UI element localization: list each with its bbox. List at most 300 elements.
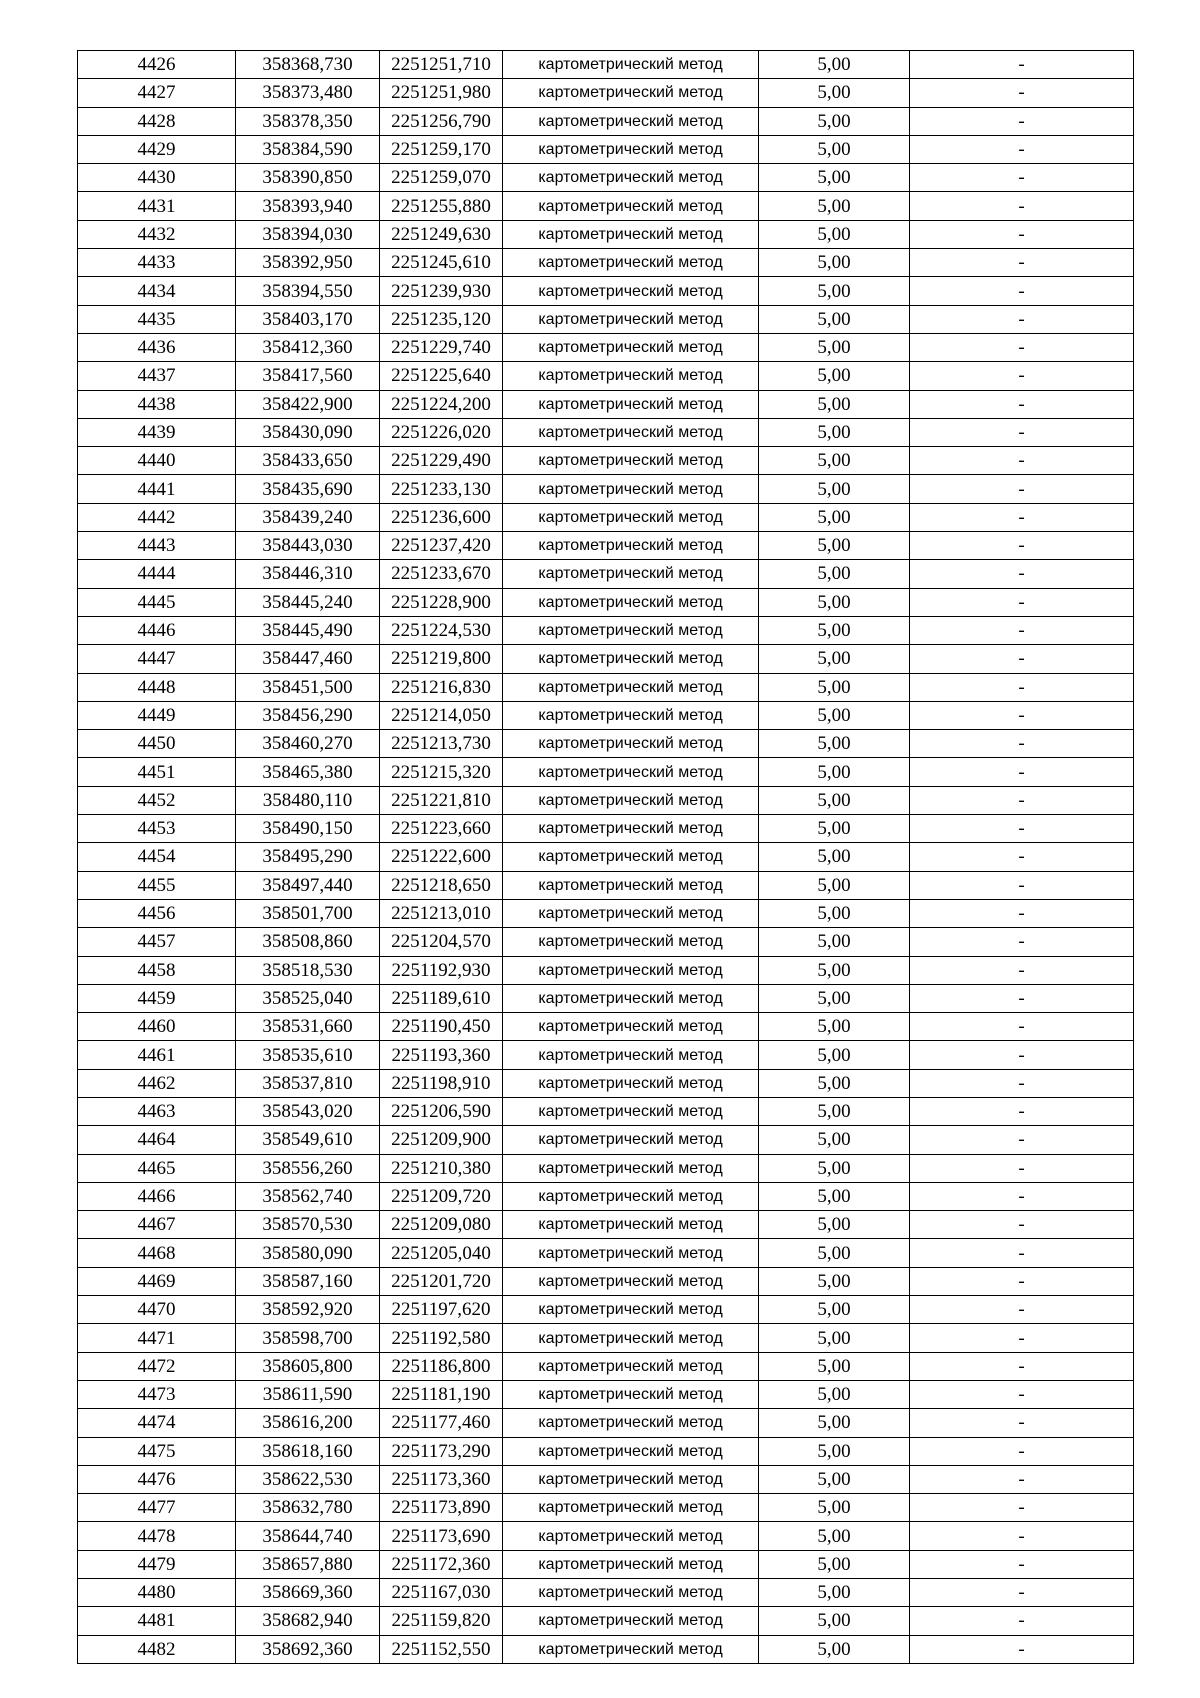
x-coordinate-cell: 358433,650 <box>236 447 380 475</box>
method-cell: картометрический метод <box>503 815 759 843</box>
point-number-cell: 4477 <box>78 1494 236 1522</box>
method-cell: картометрический метод <box>503 503 759 531</box>
accuracy-cell: 5,00 <box>759 1296 910 1324</box>
method-cell: картометрический метод <box>503 1069 759 1097</box>
table-row <box>78 1550 1134 1578</box>
x-coordinate-cell: 358611,590 <box>236 1380 380 1408</box>
table-row <box>78 1097 1134 1125</box>
table-row <box>78 220 1134 248</box>
note-cell: - <box>910 532 1134 560</box>
accuracy-cell: 5,00 <box>759 220 910 248</box>
x-coordinate-cell: 358605,800 <box>236 1352 380 1380</box>
table-row <box>78 701 1134 729</box>
method-cell: картометрический метод <box>503 1409 759 1437</box>
note-cell: - <box>910 1069 1134 1097</box>
table-row <box>78 871 1134 899</box>
y-coordinate-cell: 2251229,490 <box>380 447 503 475</box>
accuracy-cell: 5,00 <box>759 418 910 446</box>
x-coordinate-cell: 358392,950 <box>236 249 380 277</box>
table-row <box>78 786 1134 814</box>
method-cell: картометрический метод <box>503 1494 759 1522</box>
point-number-cell: 4476 <box>78 1465 236 1493</box>
point-number-cell: 4433 <box>78 249 236 277</box>
table-row <box>78 503 1134 531</box>
note-cell: - <box>910 1550 1134 1578</box>
method-cell: картометрический метод <box>503 249 759 277</box>
table-row <box>78 616 1134 644</box>
x-coordinate-cell: 358394,030 <box>236 220 380 248</box>
note-cell: - <box>910 645 1134 673</box>
table-row <box>78 1069 1134 1097</box>
point-number-cell: 4446 <box>78 616 236 644</box>
x-coordinate-cell: 358556,260 <box>236 1154 380 1182</box>
method-cell: картометрический метод <box>503 135 759 163</box>
point-number-cell: 4482 <box>78 1635 236 1663</box>
note-cell: - <box>910 701 1134 729</box>
y-coordinate-cell: 2251159,820 <box>380 1607 503 1635</box>
method-cell: картометрический метод <box>503 730 759 758</box>
point-number-cell: 4430 <box>78 164 236 192</box>
method-cell: картометрический метод <box>503 928 759 956</box>
table-row <box>78 362 1134 390</box>
method-cell: картометрический метод <box>503 1607 759 1635</box>
y-coordinate-cell: 2251177,460 <box>380 1409 503 1437</box>
point-number-cell: 4439 <box>78 418 236 446</box>
y-coordinate-cell: 2251204,570 <box>380 928 503 956</box>
accuracy-cell: 5,00 <box>759 1522 910 1550</box>
x-coordinate-cell: 358537,810 <box>236 1069 380 1097</box>
x-coordinate-cell: 358378,350 <box>236 107 380 135</box>
method-cell: картометрический метод <box>503 1182 759 1210</box>
accuracy-cell: 5,00 <box>759 305 910 333</box>
accuracy-cell: 5,00 <box>759 362 910 390</box>
note-cell: - <box>910 503 1134 531</box>
method-cell: картометрический метод <box>503 192 759 220</box>
note-cell: - <box>910 1409 1134 1437</box>
method-cell: картометрический метод <box>503 51 759 79</box>
method-cell: картометрический метод <box>503 701 759 729</box>
accuracy-cell: 5,00 <box>759 815 910 843</box>
y-coordinate-cell: 2251192,930 <box>380 956 503 984</box>
y-coordinate-cell: 2251255,880 <box>380 192 503 220</box>
accuracy-cell: 5,00 <box>759 1380 910 1408</box>
x-coordinate-cell: 358443,030 <box>236 532 380 560</box>
y-coordinate-cell: 2251233,130 <box>380 475 503 503</box>
accuracy-cell: 5,00 <box>759 899 910 927</box>
point-number-cell: 4462 <box>78 1069 236 1097</box>
note-cell: - <box>910 305 1134 333</box>
y-coordinate-cell: 2251189,610 <box>380 984 503 1012</box>
table-row <box>78 447 1134 475</box>
method-cell: картометрический метод <box>503 447 759 475</box>
point-number-cell: 4463 <box>78 1097 236 1125</box>
method-cell: картометрический метод <box>503 1267 759 1295</box>
accuracy-cell: 5,00 <box>759 277 910 305</box>
x-coordinate-cell: 358394,550 <box>236 277 380 305</box>
point-number-cell: 4450 <box>78 730 236 758</box>
x-coordinate-cell: 358501,700 <box>236 899 380 927</box>
x-coordinate-cell: 358393,940 <box>236 192 380 220</box>
x-coordinate-cell: 358632,780 <box>236 1494 380 1522</box>
note-cell: - <box>910 1437 1134 1465</box>
note-cell: - <box>910 1380 1134 1408</box>
method-cell: картометрический метод <box>503 277 759 305</box>
y-coordinate-cell: 2251215,320 <box>380 758 503 786</box>
x-coordinate-cell: 358682,940 <box>236 1607 380 1635</box>
x-coordinate-cell: 358390,850 <box>236 164 380 192</box>
note-cell: - <box>910 390 1134 418</box>
note-cell: - <box>910 815 1134 843</box>
table-row <box>78 305 1134 333</box>
note-cell: - <box>910 277 1134 305</box>
y-coordinate-cell: 2251167,030 <box>380 1579 503 1607</box>
method-cell: картометрический метод <box>503 220 759 248</box>
table-row <box>78 1041 1134 1069</box>
table-row <box>78 758 1134 786</box>
table-row <box>78 1211 1134 1239</box>
accuracy-cell: 5,00 <box>759 758 910 786</box>
table-row <box>78 928 1134 956</box>
y-coordinate-cell: 2251173,690 <box>380 1522 503 1550</box>
y-coordinate-cell: 2251173,360 <box>380 1465 503 1493</box>
y-coordinate-cell: 2251251,710 <box>380 51 503 79</box>
x-coordinate-cell: 358465,380 <box>236 758 380 786</box>
note-cell: - <box>910 135 1134 163</box>
note-cell: - <box>910 1352 1134 1380</box>
accuracy-cell: 5,00 <box>759 928 910 956</box>
point-number-cell: 4470 <box>78 1296 236 1324</box>
x-coordinate-cell: 358598,700 <box>236 1324 380 1352</box>
x-coordinate-cell: 358508,860 <box>236 928 380 956</box>
x-coordinate-cell: 358435,690 <box>236 475 380 503</box>
note-cell: - <box>910 1239 1134 1267</box>
x-coordinate-cell: 358445,490 <box>236 616 380 644</box>
method-cell: картометрический метод <box>503 758 759 786</box>
point-number-cell: 4474 <box>78 1409 236 1437</box>
method-cell: картометрический метод <box>503 390 759 418</box>
y-coordinate-cell: 2251193,360 <box>380 1041 503 1069</box>
point-number-cell: 4471 <box>78 1324 236 1352</box>
x-coordinate-cell: 358543,020 <box>236 1097 380 1125</box>
note-cell: - <box>910 1097 1134 1125</box>
y-coordinate-cell: 2251219,800 <box>380 645 503 673</box>
x-coordinate-cell: 358451,500 <box>236 673 380 701</box>
table-row <box>78 249 1134 277</box>
y-coordinate-cell: 2251256,790 <box>380 107 503 135</box>
table-row <box>78 899 1134 927</box>
y-coordinate-cell: 2251226,020 <box>380 418 503 446</box>
coordinates-table <box>77 50 1134 1664</box>
table-row <box>78 815 1134 843</box>
method-cell: картометрический метод <box>503 1013 759 1041</box>
method-cell: картометрический метод <box>503 1465 759 1493</box>
point-number-cell: 4431 <box>78 192 236 220</box>
point-number-cell: 4478 <box>78 1522 236 1550</box>
accuracy-cell: 5,00 <box>759 645 910 673</box>
note-cell: - <box>910 1635 1134 1663</box>
x-coordinate-cell: 358587,160 <box>236 1267 380 1295</box>
accuracy-cell: 5,00 <box>759 588 910 616</box>
note-cell: - <box>910 560 1134 588</box>
accuracy-cell: 5,00 <box>759 871 910 899</box>
y-coordinate-cell: 2251233,670 <box>380 560 503 588</box>
x-coordinate-cell: 358669,360 <box>236 1579 380 1607</box>
point-number-cell: 4479 <box>78 1550 236 1578</box>
table-row <box>78 1522 1134 1550</box>
x-coordinate-cell: 358490,150 <box>236 815 380 843</box>
accuracy-cell: 5,00 <box>759 107 910 135</box>
table-row <box>78 1352 1134 1380</box>
method-cell: картометрический метод <box>503 645 759 673</box>
note-cell: - <box>910 730 1134 758</box>
note-cell: - <box>910 1296 1134 1324</box>
method-cell: картометрический метод <box>503 164 759 192</box>
point-number-cell: 4428 <box>78 107 236 135</box>
note-cell: - <box>910 475 1134 503</box>
point-number-cell: 4459 <box>78 984 236 1012</box>
method-cell: картометрический метод <box>503 1635 759 1663</box>
x-coordinate-cell: 358657,880 <box>236 1550 380 1578</box>
accuracy-cell: 5,00 <box>759 1211 910 1239</box>
table-row <box>78 1409 1134 1437</box>
accuracy-cell: 5,00 <box>759 1324 910 1352</box>
x-coordinate-cell: 358592,920 <box>236 1296 380 1324</box>
y-coordinate-cell: 2251172,360 <box>380 1550 503 1578</box>
y-coordinate-cell: 2251152,550 <box>380 1635 503 1663</box>
x-coordinate-cell: 358497,440 <box>236 871 380 899</box>
y-coordinate-cell: 2251236,600 <box>380 503 503 531</box>
table-row <box>78 1494 1134 1522</box>
accuracy-cell: 5,00 <box>759 51 910 79</box>
method-cell: картометрический метод <box>503 1041 759 1069</box>
table-row <box>78 1013 1134 1041</box>
method-cell: картометрический метод <box>503 333 759 361</box>
point-number-cell: 4444 <box>78 560 236 588</box>
table-row <box>78 843 1134 871</box>
y-coordinate-cell: 2251223,660 <box>380 815 503 843</box>
note-cell: - <box>910 871 1134 899</box>
note-cell: - <box>910 899 1134 927</box>
y-coordinate-cell: 2251198,910 <box>380 1069 503 1097</box>
point-number-cell: 4456 <box>78 899 236 927</box>
accuracy-cell: 5,00 <box>759 560 910 588</box>
method-cell: картометрический метод <box>503 1352 759 1380</box>
note-cell: - <box>910 956 1134 984</box>
y-coordinate-cell: 2251229,740 <box>380 333 503 361</box>
note-cell: - <box>910 164 1134 192</box>
x-coordinate-cell: 358368,730 <box>236 51 380 79</box>
table-row <box>78 135 1134 163</box>
x-coordinate-cell: 358403,170 <box>236 305 380 333</box>
note-cell: - <box>910 333 1134 361</box>
table-row <box>78 588 1134 616</box>
note-cell: - <box>910 79 1134 107</box>
note-cell: - <box>910 1182 1134 1210</box>
note-cell: - <box>910 249 1134 277</box>
table-row <box>78 51 1134 79</box>
accuracy-cell: 5,00 <box>759 701 910 729</box>
note-cell: - <box>910 1267 1134 1295</box>
accuracy-cell: 5,00 <box>759 786 910 814</box>
note-cell: - <box>910 758 1134 786</box>
table-row <box>78 418 1134 446</box>
y-coordinate-cell: 2251222,600 <box>380 843 503 871</box>
method-cell: картометрический метод <box>503 79 759 107</box>
point-number-cell: 4472 <box>78 1352 236 1380</box>
accuracy-cell: 5,00 <box>759 1097 910 1125</box>
note-cell: - <box>910 673 1134 701</box>
accuracy-cell: 5,00 <box>759 1550 910 1578</box>
x-coordinate-cell: 358622,530 <box>236 1465 380 1493</box>
note-cell: - <box>910 928 1134 956</box>
method-cell: картометрический метод <box>503 1126 759 1154</box>
accuracy-cell: 5,00 <box>759 730 910 758</box>
method-cell: картометрический метод <box>503 843 759 871</box>
point-number-cell: 4481 <box>78 1607 236 1635</box>
point-number-cell: 4440 <box>78 447 236 475</box>
accuracy-cell: 5,00 <box>759 1579 910 1607</box>
x-coordinate-cell: 358446,310 <box>236 560 380 588</box>
table-row <box>78 107 1134 135</box>
note-cell: - <box>910 1324 1134 1352</box>
y-coordinate-cell: 2251218,650 <box>380 871 503 899</box>
point-number-cell: 4427 <box>78 79 236 107</box>
point-number-cell: 4480 <box>78 1579 236 1607</box>
x-coordinate-cell: 358373,480 <box>236 79 380 107</box>
point-number-cell: 4460 <box>78 1013 236 1041</box>
note-cell: - <box>910 1154 1134 1182</box>
note-cell: - <box>910 192 1134 220</box>
table-row <box>78 673 1134 701</box>
accuracy-cell: 5,00 <box>759 475 910 503</box>
y-coordinate-cell: 2251210,380 <box>380 1154 503 1182</box>
note-cell: - <box>910 616 1134 644</box>
x-coordinate-cell: 358445,240 <box>236 588 380 616</box>
table-row <box>78 390 1134 418</box>
x-coordinate-cell: 358531,660 <box>236 1013 380 1041</box>
table-row <box>78 984 1134 1012</box>
table-row <box>78 1267 1134 1295</box>
note-cell: - <box>910 1211 1134 1239</box>
point-number-cell: 4436 <box>78 333 236 361</box>
method-cell: картометрический метод <box>503 1380 759 1408</box>
point-number-cell: 4435 <box>78 305 236 333</box>
y-coordinate-cell: 2251245,610 <box>380 249 503 277</box>
accuracy-cell: 5,00 <box>759 135 910 163</box>
point-number-cell: 4475 <box>78 1437 236 1465</box>
y-coordinate-cell: 2251216,830 <box>380 673 503 701</box>
table-row <box>78 1465 1134 1493</box>
method-cell: картометрический метод <box>503 1211 759 1239</box>
table-row <box>78 532 1134 560</box>
y-coordinate-cell: 2251214,050 <box>380 701 503 729</box>
note-cell: - <box>910 1607 1134 1635</box>
accuracy-cell: 5,00 <box>759 390 910 418</box>
note-cell: - <box>910 362 1134 390</box>
point-number-cell: 4455 <box>78 871 236 899</box>
table-row <box>78 1126 1134 1154</box>
method-cell: картометрический метод <box>503 956 759 984</box>
table-row <box>78 164 1134 192</box>
method-cell: картометрический метод <box>503 588 759 616</box>
table-row <box>78 1579 1134 1607</box>
table-row <box>78 1324 1134 1352</box>
point-number-cell: 4458 <box>78 956 236 984</box>
y-coordinate-cell: 2251186,800 <box>380 1352 503 1380</box>
accuracy-cell: 5,00 <box>759 1352 910 1380</box>
table-row <box>78 79 1134 107</box>
x-coordinate-cell: 358460,270 <box>236 730 380 758</box>
note-cell: - <box>910 1494 1134 1522</box>
accuracy-cell: 5,00 <box>759 1267 910 1295</box>
accuracy-cell: 5,00 <box>759 956 910 984</box>
note-cell: - <box>910 786 1134 814</box>
x-coordinate-cell: 358616,200 <box>236 1409 380 1437</box>
y-coordinate-cell: 2251206,590 <box>380 1097 503 1125</box>
y-coordinate-cell: 2251197,620 <box>380 1296 503 1324</box>
method-cell: картометрический метод <box>503 560 759 588</box>
accuracy-cell: 5,00 <box>759 1409 910 1437</box>
y-coordinate-cell: 2251209,720 <box>380 1182 503 1210</box>
note-cell: - <box>910 220 1134 248</box>
table-row <box>78 1296 1134 1324</box>
note-cell: - <box>910 51 1134 79</box>
note-cell: - <box>910 1013 1134 1041</box>
method-cell: картометрический метод <box>503 899 759 927</box>
point-number-cell: 4443 <box>78 532 236 560</box>
y-coordinate-cell: 2251259,170 <box>380 135 503 163</box>
accuracy-cell: 5,00 <box>759 1182 910 1210</box>
table-row <box>78 1154 1134 1182</box>
point-number-cell: 4442 <box>78 503 236 531</box>
accuracy-cell: 5,00 <box>759 1635 910 1663</box>
y-coordinate-cell: 2251225,640 <box>380 362 503 390</box>
note-cell: - <box>910 1126 1134 1154</box>
x-coordinate-cell: 358580,090 <box>236 1239 380 1267</box>
point-number-cell: 4461 <box>78 1041 236 1069</box>
note-cell: - <box>910 1522 1134 1550</box>
accuracy-cell: 5,00 <box>759 1013 910 1041</box>
y-coordinate-cell: 2251181,190 <box>380 1380 503 1408</box>
y-coordinate-cell: 2251224,530 <box>380 616 503 644</box>
point-number-cell: 4432 <box>78 220 236 248</box>
x-coordinate-cell: 358518,530 <box>236 956 380 984</box>
accuracy-cell: 5,00 <box>759 1126 910 1154</box>
x-coordinate-cell: 358535,610 <box>236 1041 380 1069</box>
note-cell: - <box>910 843 1134 871</box>
method-cell: картометрический метод <box>503 532 759 560</box>
x-coordinate-cell: 358456,290 <box>236 701 380 729</box>
accuracy-cell: 5,00 <box>759 1041 910 1069</box>
y-coordinate-cell: 2251228,900 <box>380 588 503 616</box>
accuracy-cell: 5,00 <box>759 673 910 701</box>
table-row <box>78 956 1134 984</box>
x-coordinate-cell: 358618,160 <box>236 1437 380 1465</box>
accuracy-cell: 5,00 <box>759 984 910 1012</box>
point-number-cell: 4467 <box>78 1211 236 1239</box>
table-row <box>78 1437 1134 1465</box>
point-number-cell: 4445 <box>78 588 236 616</box>
y-coordinate-cell: 2251237,420 <box>380 532 503 560</box>
table-row <box>78 475 1134 503</box>
point-number-cell: 4473 <box>78 1380 236 1408</box>
x-coordinate-cell: 358430,090 <box>236 418 380 446</box>
point-number-cell: 4457 <box>78 928 236 956</box>
point-number-cell: 4441 <box>78 475 236 503</box>
table-row <box>78 277 1134 305</box>
y-coordinate-cell: 2251190,450 <box>380 1013 503 1041</box>
point-number-cell: 4448 <box>78 673 236 701</box>
